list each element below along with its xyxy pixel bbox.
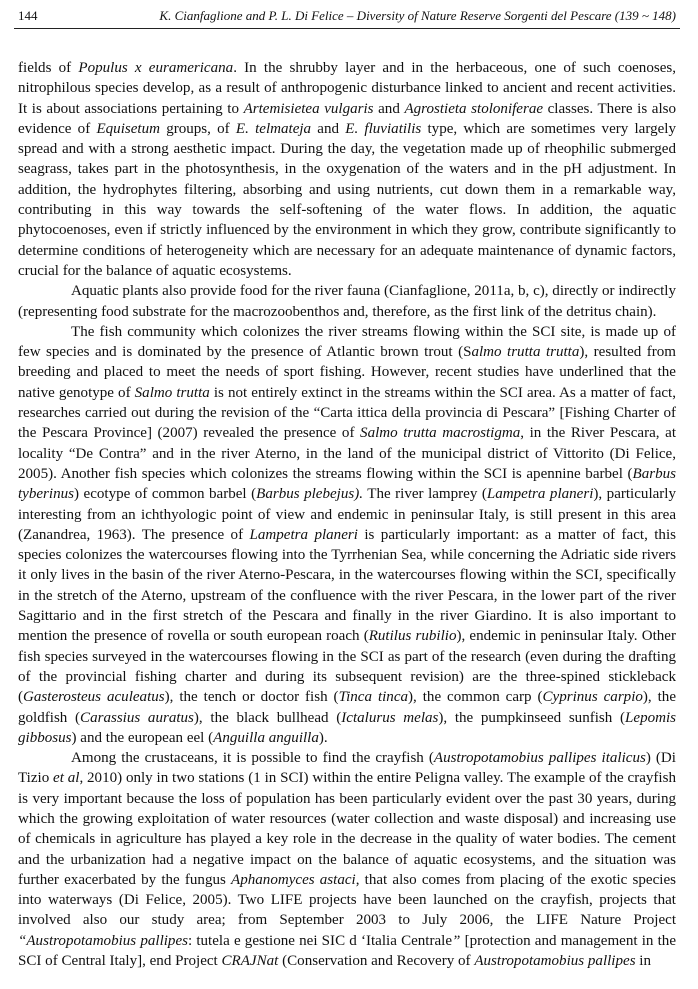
italic-term: Austropotamobius pallipes (474, 953, 636, 970)
text-run: Aquatic plants also provide food for the river fauna (Cianfaglione, 2011a, b, c), directly or indirectly (representing food substrate for the macrozoobenthos and, therefore, as the first link of the detritus chain). (18, 283, 676, 320)
italic-term: Rutilus rubilio (368, 628, 457, 645)
running-header (14, 6, 680, 29)
italic-term: Anguilla anguilla (213, 729, 319, 746)
italic-term: CRAJNat (221, 953, 279, 970)
italic-term: E. telmateja (235, 120, 312, 137)
text-run: The river lamprey ( (363, 486, 487, 503)
italic-term: Populus x euramericana (78, 60, 234, 76)
text-run: , that also comes from placing of the exotic species into waterways (Di Felice, 2005). Two LIFE projects have been launched on the crayfish, projects that involved also our study area; from September 2003 to July 2006, the LIFE Nature Project (18, 871, 676, 929)
paragraph-crustaceans (18, 748, 676, 971)
text-run: ) (Di Tizio (18, 750, 676, 787)
text-run: ), the black bullhead ( (193, 709, 342, 726)
text-run: The fish community which colonizes the river streams flowing within the SCI site, is made up of few species and is dominated by the presence of Atlantic brown trout (S (18, 323, 676, 361)
italic-term: almo trutta trutta (471, 344, 580, 361)
text-run: ), the tench or doctor fish ( (164, 689, 339, 706)
italic-term: Equisetum (96, 120, 160, 137)
italic-term: Lampetra planeri (486, 486, 594, 503)
italic-term: Carassius auratus (80, 709, 194, 726)
text-run: , 2010) only in two stations (1 in SCI) within the entire Peligna valley. The example of the crayfish is very important because the loss of population has been particularly evident over the past 30 years, during which the growing exploitation of water resources (water collection and waste disposal) and increasing use of chemicals in agriculture has played a key role in the decrease in the quality of water bodies. The cement and the urbanization had a negative impact on the balance of aquatic ecosystems, and the situation was further exacerbated by the fungus (18, 770, 676, 888)
article-body (18, 58, 676, 971)
text-run: ), endemic in peninsular Italy. Other fish species surveyed in the watercourses flowing in the SCI as part of the research (even during the drafting of the provincial fishing charter and during its subsequent revision) are the three-spined stickleback ( (18, 628, 676, 706)
italic-term: Salmo trutta macrostigma (360, 425, 521, 442)
text-run: ) and the european eel ( (71, 729, 214, 746)
italic-term: Lampetra planeri (249, 526, 358, 543)
text-run: ), the common carp ( (408, 689, 543, 706)
text-run: : tutela e gestione nei SIC d ‘Italia Centrale (188, 932, 453, 949)
text-run: , in the River Pescara, at locality “De Contra” and in the river Aterno, in the land of the municipal district of Vittorito (Di Felice, 2005). Another fish species which colonizes the streams flowing within the SCI is apennine barbel ( (18, 425, 676, 482)
italic-term: Barbus tyberinus (18, 465, 676, 503)
text-run: type, which are sometimes very largely spread and with a strong aesthetic impact. During the day, the vegetation made up of rheophilic submerged seagrass, takes part in the photosynthesis, in the oxygenation of the waters and in the pH adjustment. In addition, the hydrophytes filtering, absorbing and using nutrients, cut down them in a remarkable way, contributing in this way towards the self-softening of the water flows. In addition, the aquatic phytocoenoses, even if strictly influenced by the environment in which they grow, contribute significantly to determine conditions of heterogeneity which are necessary for an adequate maintenance of dynamic factors, crucial for the balance of aquatic ecosystems. (18, 120, 677, 279)
italic-term: Austropotamobius pallipes italicus (433, 750, 646, 767)
running-title: K. Cianfaglione and P. L. Di Felice – Diversity of Nature Reserve Sorgenti del Pescare (139 ~ 148) (159, 8, 676, 23)
text-run: and (311, 120, 346, 137)
text-run: and (373, 100, 405, 117)
italic-term: Salmo trutta (134, 384, 210, 401)
italic-term: Lepomis gibbosus (18, 709, 677, 746)
italic-term: E. fluviatilis (345, 120, 422, 137)
italic-term: Cyprinus carpio (542, 689, 643, 706)
paragraph-aquatic-plants (18, 281, 676, 322)
text-run: ). (318, 729, 328, 746)
text-run: ) ecotype of common barbel ( (74, 486, 257, 503)
text-run: Among the crustaceans, it is possible to find the crayfish ( (71, 750, 434, 767)
italic-term: ” (452, 932, 461, 949)
text-run: . In the shrubby layer and in the herbaceous, one of such coenoses, nitrophilous species develop, as a result of anthropogenic disturbance linked to ancient and recent activities. It is about associations pertaining to (18, 60, 676, 117)
italic-term: “Austropotamobius pallipes (18, 932, 188, 949)
text-run: (Conservation and Recovery of (278, 953, 475, 970)
text-run: [protection and management in the SCI of Central Italy], end Project (18, 932, 676, 970)
paragraph-fish-community (18, 322, 676, 748)
text-run: groups, of (159, 120, 236, 137)
text-run: ), particularly interesting from an ichthyologic point of view and endemic in peninsular Italy, is still present in this area (Zanandrea, 1963). The presence of (18, 486, 677, 543)
italic-term: Ictalurus melas (341, 709, 439, 726)
italic-term: Aphanomyces astaci (231, 871, 356, 888)
text-run: fields of (18, 60, 79, 76)
italic-term: Agrostieta stoloniferae (404, 100, 544, 117)
text-run: classes. There is also evidence of (18, 100, 677, 137)
page-number: 144 (18, 8, 38, 23)
text-run: is particularly important: as a matter of fact, this species colonizes the watercourses flowing into the Tyrrhenian Sea, while concerning the Adriatic side rivers it only lives in the basin of the river Aterno-Pescara, in the watercourses flowing within the SCI, specifically in the stretch of the Aterno, upstream of the confluence with the river Pescara, in the lower part of the river Sagittario and in the first stretch of the Pescara and finally in the river Giardino. It is also important to mention the presence of rovella or south european roach ( (18, 526, 676, 645)
text-run: ), resulted from breeding and placed to meet the needs of sport fishing. However, recent studies have underlined that the native genotype of (18, 344, 676, 401)
text-run: ), the pumpkinseed sunfish ( (438, 709, 626, 726)
italic-term: Gasterosteus aculeatus (23, 689, 165, 706)
italic-term: Barbus plebejus). (256, 486, 364, 503)
italic-term: et al (53, 770, 80, 787)
text-run: ), the goldfish ( (18, 689, 676, 726)
italic-term: Tinca tinca (338, 689, 409, 706)
text-run: in (635, 953, 652, 970)
italic-term: Artemisietea vulgaris (243, 100, 374, 117)
paragraph-vegetation (18, 58, 676, 281)
text-run: is not entirely extinct in the streams within the SCI area. As a matter of fact, researches carried out during the revision of the “Carta ittica della provincia di Pescara” [Fishing Charter of the Pescara Province] (2007) revealed the presence of (18, 384, 676, 442)
